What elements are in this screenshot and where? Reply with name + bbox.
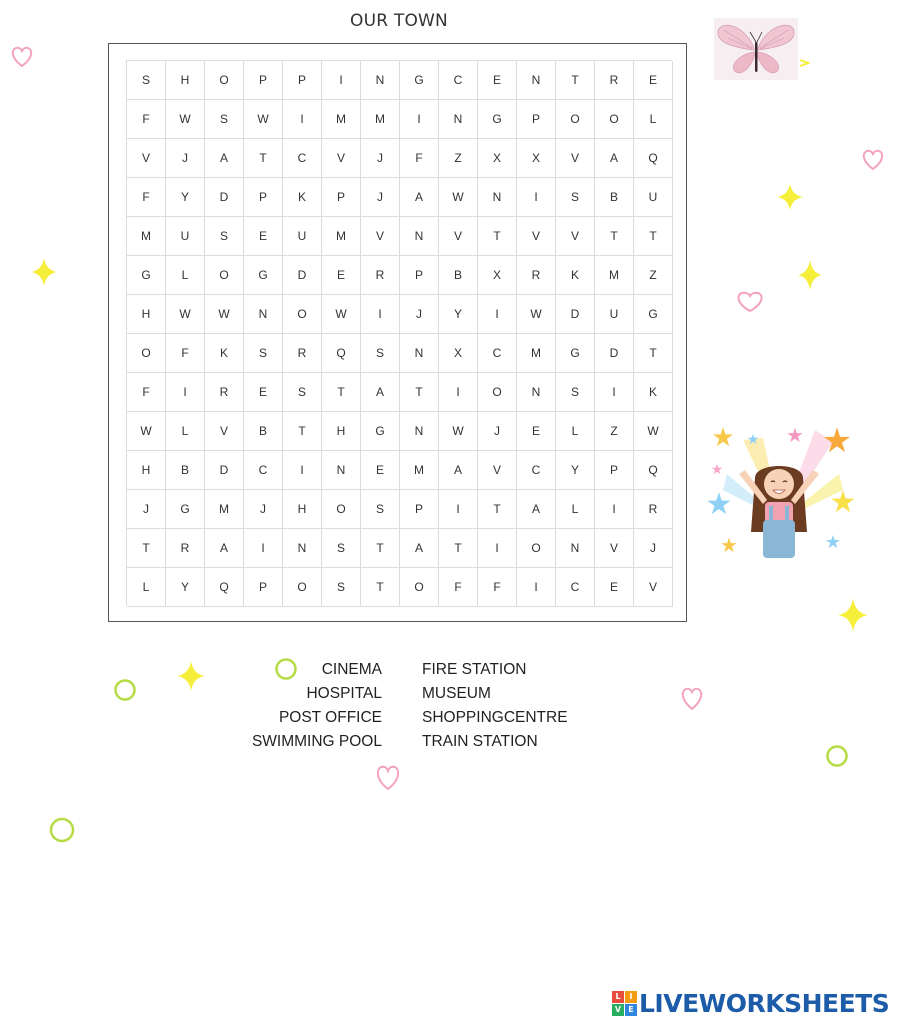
svg-text:★: ★ (711, 423, 735, 453)
grid-cell[interactable]: E (478, 61, 517, 100)
grid-cell[interactable]: A (205, 529, 244, 568)
heart-icon (734, 288, 766, 314)
grid-cell[interactable]: J (361, 139, 400, 178)
grid-cell[interactable]: N (517, 373, 556, 412)
grid-cell[interactable]: O (478, 373, 517, 412)
grid-cell[interactable]: O (205, 61, 244, 100)
svg-text:★: ★ (824, 532, 842, 553)
grid-cell[interactable]: J (127, 490, 166, 529)
grid-cell[interactable]: H (127, 451, 166, 490)
grid-cell[interactable]: J (361, 178, 400, 217)
grid-cell[interactable]: P (595, 451, 634, 490)
grid-cell[interactable]: A (400, 178, 439, 217)
grid-cell[interactable]: P (244, 178, 283, 217)
grid-cell[interactable]: H (322, 412, 361, 451)
heart-icon (9, 43, 35, 69)
grid-cell[interactable]: O (400, 568, 439, 607)
grid-cell[interactable]: E (595, 568, 634, 607)
grid-cell[interactable]: H (166, 61, 205, 100)
grid-cell[interactable]: W (517, 295, 556, 334)
word-cinema: CINEMA (321, 661, 382, 678)
grid-cell[interactable]: L (166, 256, 205, 295)
grid-cell[interactable]: M (322, 217, 361, 256)
grid-cell[interactable]: T (634, 334, 673, 373)
grid-cell[interactable]: S (322, 568, 361, 607)
grid-cell[interactable]: K (634, 373, 673, 412)
grid-cell[interactable]: K (556, 256, 595, 295)
grid-cell[interactable]: F (439, 568, 478, 607)
grid-cell[interactable]: G (400, 61, 439, 100)
svg-text:★: ★ (786, 423, 804, 447)
circle-icon (274, 657, 298, 681)
grid-cell[interactable]: G (361, 412, 400, 451)
grid-cell[interactable]: L (634, 100, 673, 139)
grid-cell[interactable]: B (439, 256, 478, 295)
grid-cell[interactable]: C (478, 334, 517, 373)
grid-cell[interactable]: T (478, 490, 517, 529)
grid-cell[interactable]: F (478, 568, 517, 607)
grid-cell[interactable]: M (127, 217, 166, 256)
grid-cell[interactable]: I (439, 373, 478, 412)
word-museum: MUSEUM (422, 685, 491, 702)
grid-cell[interactable]: J (478, 412, 517, 451)
grid-cell[interactable]: S (556, 178, 595, 217)
word-post-office: POST OFFICE (278, 709, 382, 726)
grid-cell[interactable]: C (517, 451, 556, 490)
grid-cell[interactable]: L (556, 412, 595, 451)
grid-cell[interactable]: J (634, 529, 673, 568)
grid-cell[interactable]: F (400, 139, 439, 178)
grid-cell[interactable]: O (283, 295, 322, 334)
grid-cell[interactable]: T (361, 529, 400, 568)
grid-cell[interactable]: H (127, 295, 166, 334)
grid-cell[interactable]: A (595, 139, 634, 178)
grid-cell[interactable]: O (556, 100, 595, 139)
grid-cell[interactable]: W (322, 295, 361, 334)
grid-cell[interactable]: D (556, 295, 595, 334)
grid-cell[interactable]: D (205, 178, 244, 217)
grid-cell[interactable]: E (244, 373, 283, 412)
grid-cell[interactable]: U (595, 295, 634, 334)
grid-cell[interactable]: W (205, 295, 244, 334)
grid-cell[interactable]: T (244, 139, 283, 178)
heart-icon (374, 762, 402, 792)
grid-cell[interactable]: G (634, 295, 673, 334)
grid-cell[interactable]: N (400, 412, 439, 451)
grid-cell[interactable]: R (517, 256, 556, 295)
sparkle-icon (797, 259, 823, 291)
grid-cell[interactable]: S (361, 334, 400, 373)
grid-cell[interactable]: F (166, 334, 205, 373)
grid-cell[interactable]: I (283, 451, 322, 490)
grid-cell[interactable]: V (478, 451, 517, 490)
grid-cell[interactable]: V (556, 139, 595, 178)
grid-cell[interactable]: T (595, 217, 634, 256)
grid-cell[interactable]: M (322, 100, 361, 139)
grid-cell[interactable]: M (361, 100, 400, 139)
liveworksheets-logo[interactable] (612, 988, 889, 1018)
grid-cell[interactable]: I (283, 100, 322, 139)
grid-cell[interactable]: W (439, 178, 478, 217)
grid-cell[interactable]: P (244, 568, 283, 607)
svg-text:★: ★ (720, 533, 738, 557)
grid-cell[interactable]: Z (595, 412, 634, 451)
grid-cell[interactable]: V (127, 139, 166, 178)
grid-cell[interactable]: O (205, 256, 244, 295)
grid-cell[interactable]: A (361, 373, 400, 412)
grid-cell[interactable]: D (205, 451, 244, 490)
grid-cell[interactable]: T (478, 217, 517, 256)
grid-cell[interactable]: R (361, 256, 400, 295)
grid-cell[interactable]: X (478, 256, 517, 295)
grid-cell[interactable]: K (283, 178, 322, 217)
grid-cell[interactable]: W (166, 295, 205, 334)
sparkle-icon (776, 183, 804, 211)
grid-cell[interactable]: S (556, 373, 595, 412)
grid-cell[interactable]: D (595, 334, 634, 373)
grid-cell[interactable]: B (595, 178, 634, 217)
grid-cell[interactable]: T (322, 373, 361, 412)
grid-cell[interactable]: P (244, 61, 283, 100)
grid-cell[interactable]: R (166, 529, 205, 568)
grid-cell[interactable]: O (517, 529, 556, 568)
grid-cell[interactable]: E (244, 217, 283, 256)
grid-cell[interactable]: B (166, 451, 205, 490)
grid-cell[interactable]: T (439, 529, 478, 568)
grid-cell[interactable]: T (400, 373, 439, 412)
grid-cell[interactable]: I (400, 100, 439, 139)
grid-cell[interactable]: R (634, 490, 673, 529)
wordsearch-grid[interactable] (126, 60, 672, 606)
grid-cell[interactable]: P (283, 61, 322, 100)
worksheet-title: OUR TOWN (350, 11, 448, 31)
grid-cell[interactable]: J (166, 139, 205, 178)
grid-cell[interactable]: O (127, 334, 166, 373)
butterfly-image (714, 18, 810, 80)
grid-cell[interactable]: S (205, 100, 244, 139)
grid-cell[interactable]: G (478, 100, 517, 139)
circle-icon (825, 744, 849, 768)
word-swimming-pool: SWIMMING POOL (251, 733, 382, 750)
heart-icon (860, 146, 886, 172)
grid-cell[interactable]: W (244, 100, 283, 139)
grid-cell[interactable]: G (127, 256, 166, 295)
grid-cell[interactable]: A (439, 451, 478, 490)
grid-cell[interactable]: N (439, 100, 478, 139)
grid-cell[interactable]: P (517, 100, 556, 139)
grid-cell[interactable]: M (205, 490, 244, 529)
heart-icon (679, 684, 705, 712)
grid-cell[interactable]: U (634, 178, 673, 217)
grid-cell[interactable]: V (205, 412, 244, 451)
grid-cell[interactable]: B (244, 412, 283, 451)
grid-cell[interactable]: N (400, 217, 439, 256)
grid-cell[interactable]: W (439, 412, 478, 451)
grid-cell[interactable]: I (517, 178, 556, 217)
grid-cell[interactable]: J (244, 490, 283, 529)
brand-name: LIVEWORKSHEETS (639, 988, 890, 1018)
grid-cell[interactable]: P (400, 256, 439, 295)
grid-cell[interactable]: S (127, 61, 166, 100)
grid-cell[interactable]: T (361, 568, 400, 607)
grid-cell[interactable]: L (127, 568, 166, 607)
grid-cell[interactable]: N (400, 334, 439, 373)
grid-cell[interactable]: N (322, 451, 361, 490)
grid-cell[interactable]: Q (634, 451, 673, 490)
grid-cell[interactable]: X (517, 139, 556, 178)
grid-cell[interactable]: O (322, 490, 361, 529)
grid-cell[interactable]: W (634, 412, 673, 451)
grid-cell[interactable]: N (556, 529, 595, 568)
sparkle-icon (176, 660, 206, 692)
word-train-station: TRAIN STATION (422, 733, 538, 750)
svg-text:★: ★ (746, 432, 760, 448)
grid-cell[interactable]: G (166, 490, 205, 529)
grid-cell[interactable]: N (478, 178, 517, 217)
grid-cell[interactable]: O (283, 568, 322, 607)
grid-cell[interactable]: G (556, 334, 595, 373)
grid-cell[interactable]: H (283, 490, 322, 529)
grid-cell[interactable]: A (517, 490, 556, 529)
grid-cell[interactable]: X (439, 334, 478, 373)
grid-cell[interactable]: R (205, 373, 244, 412)
grid-cell[interactable]: E (322, 256, 361, 295)
grid-cell[interactable]: F (127, 178, 166, 217)
grid-cell[interactable]: Q (634, 139, 673, 178)
word-shopping-centre: SHOPPINGCENTRE (422, 709, 568, 726)
grid-cell[interactable]: I (517, 568, 556, 607)
grid-cell[interactable]: E (517, 412, 556, 451)
grid-cell[interactable]: L (166, 412, 205, 451)
logo-mark-icon: L I V E (612, 991, 637, 1016)
svg-text:★: ★ (829, 485, 857, 520)
svg-text:★: ★ (705, 487, 733, 522)
grid-cell[interactable]: N (361, 61, 400, 100)
grid-cell[interactable]: A (400, 529, 439, 568)
grid-cell[interactable]: V (439, 217, 478, 256)
grid-cell[interactable]: Y (556, 451, 595, 490)
grid-cell[interactable]: S (283, 373, 322, 412)
grid-cell[interactable]: V (322, 139, 361, 178)
word-hospital: HOSPITAL (306, 685, 382, 702)
grid-cell[interactable]: Y (166, 568, 205, 607)
grid-cell[interactable]: P (322, 178, 361, 217)
grid-cell[interactable]: V (517, 217, 556, 256)
grid-cell[interactable]: M (400, 451, 439, 490)
grid-cell[interactable]: Z (634, 256, 673, 295)
grid-cell[interactable]: Y (166, 178, 205, 217)
grid-cell[interactable]: F (127, 373, 166, 412)
grid-cell[interactable]: V (361, 217, 400, 256)
grid-cell[interactable]: R (595, 61, 634, 100)
grid-cell[interactable]: I (595, 490, 634, 529)
grid-cell[interactable]: I (322, 61, 361, 100)
grid-cell[interactable]: Q (322, 334, 361, 373)
grid-cell[interactable]: C (244, 451, 283, 490)
grid-cell[interactable]: A (205, 139, 244, 178)
grid-cell[interactable]: X (478, 139, 517, 178)
word-fire-station: FIRE STATION (422, 661, 527, 678)
grid-cell[interactable]: M (517, 334, 556, 373)
grid-cell[interactable]: S (361, 490, 400, 529)
grid-cell[interactable]: I (478, 295, 517, 334)
svg-text:★: ★ (710, 462, 724, 478)
sparkle-icon (30, 257, 58, 287)
grid-cell[interactable]: M (595, 256, 634, 295)
grid-cell[interactable]: I (439, 490, 478, 529)
grid-cell[interactable]: D (283, 256, 322, 295)
grid-cell[interactable]: C (283, 139, 322, 178)
grid-cell[interactable]: C (439, 61, 478, 100)
grid-cell[interactable]: N (244, 295, 283, 334)
grid-cell[interactable]: I (244, 529, 283, 568)
grid-cell[interactable]: I (361, 295, 400, 334)
grid-cell[interactable]: N (283, 529, 322, 568)
svg-text:★: ★ (821, 421, 853, 461)
circle-icon (113, 678, 137, 702)
grid-cell[interactable]: K (205, 334, 244, 373)
grid-cell[interactable]: U (166, 217, 205, 256)
grid-cell[interactable]: I (478, 529, 517, 568)
grid-cell[interactable]: T (127, 529, 166, 568)
grid-cell[interactable]: S (205, 217, 244, 256)
grid-cell[interactable]: V (595, 529, 634, 568)
grid-cell[interactable]: E (634, 61, 673, 100)
grid-cell[interactable]: U (283, 217, 322, 256)
grid-cell[interactable]: J (400, 295, 439, 334)
grid-cell[interactable]: R (283, 334, 322, 373)
grid-cell[interactable]: T (556, 61, 595, 100)
grid-cell[interactable]: W (127, 412, 166, 451)
grid-cell[interactable]: S (244, 334, 283, 373)
circle-icon (48, 816, 76, 844)
grid-cell[interactable]: V (634, 568, 673, 607)
grid-cell[interactable]: O (595, 100, 634, 139)
grid-cell[interactable]: E (361, 451, 400, 490)
grid-cell[interactable]: I (595, 373, 634, 412)
grid-cell[interactable]: W (166, 100, 205, 139)
grid-cell[interactable]: C (556, 568, 595, 607)
grid-cell[interactable]: P (400, 490, 439, 529)
grid-cell[interactable]: N (517, 61, 556, 100)
grid-cell[interactable]: Q (205, 568, 244, 607)
grid-cell[interactable]: S (322, 529, 361, 568)
grid-cell[interactable]: G (244, 256, 283, 295)
sparkle-icon (837, 597, 869, 633)
grid-cell[interactable]: Z (439, 139, 478, 178)
grid-cell[interactable]: F (127, 100, 166, 139)
grid-cell[interactable]: V (556, 217, 595, 256)
grid-cell[interactable]: I (166, 373, 205, 412)
grid-cell[interactable]: Y (439, 295, 478, 334)
grid-cell[interactable]: T (634, 217, 673, 256)
grid-cell[interactable]: L (556, 490, 595, 529)
celebrating-girl-image (703, 420, 859, 562)
word-list-right (422, 658, 622, 754)
grid-cell[interactable]: T (283, 412, 322, 451)
